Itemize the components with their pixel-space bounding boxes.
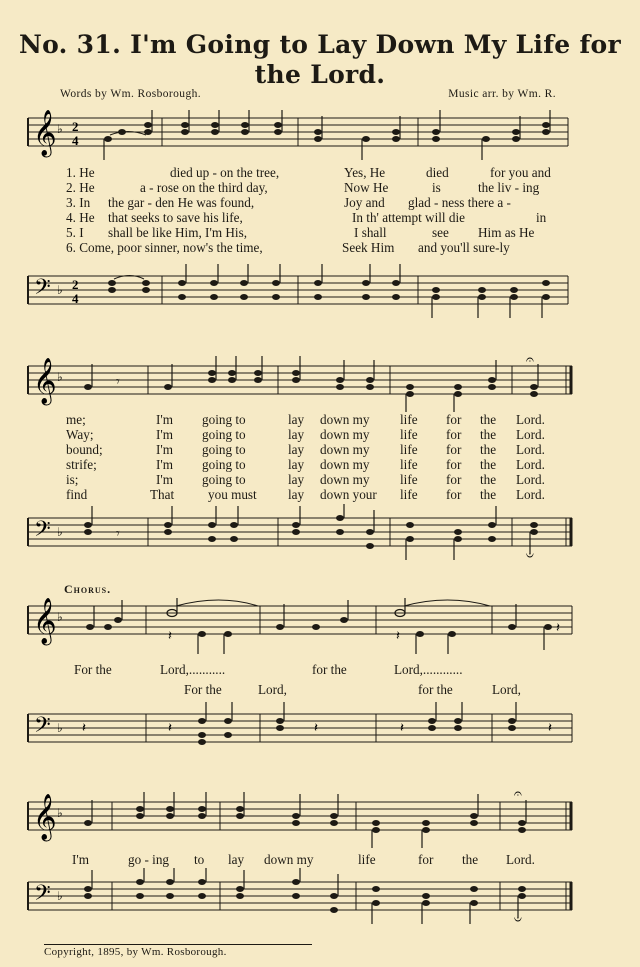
verse-1-line <box>66 165 576 180</box>
lyric-word: 2. He <box>66 180 95 195</box>
chorus-bass-lyric: Lord, <box>258 682 287 697</box>
verse-3-refrain-line <box>66 442 576 457</box>
svg-text:𝄽: 𝄽 <box>314 720 318 735</box>
lyric-word: 4. He <box>66 210 95 225</box>
svg-text:𝄐: 𝄐 <box>514 790 522 802</box>
lyric-word: died up - on the tree, <box>170 165 280 180</box>
words-credit: Words by Wm. Rosborough. <box>60 88 202 100</box>
lyric-word: down my <box>320 427 370 442</box>
lyric-word: the <box>480 427 497 442</box>
lyric-word: in <box>536 210 547 225</box>
lyric-word: Way; <box>66 427 94 442</box>
verse-1-refrain-line <box>66 412 576 427</box>
chorus-bass-lyric: for the <box>418 682 453 697</box>
svg-text:𝄢: 𝄢 <box>34 517 51 547</box>
final-lyric: for <box>418 852 434 867</box>
lyric-word: going to <box>202 427 246 442</box>
svg-text:𝄽: 𝄽 <box>556 620 560 635</box>
lyric-word: Joy and <box>344 195 385 210</box>
lyric-word: Now He <box>344 180 389 195</box>
lyric-word: going to <box>202 412 246 427</box>
chorus-soprano-lyric: Lord,........... <box>160 662 226 677</box>
final-lyric: life <box>358 852 376 867</box>
lyric-word: I'm <box>156 427 174 442</box>
svg-text:♭: ♭ <box>57 610 63 624</box>
lyric-word: the <box>480 487 497 502</box>
lyric-word: the <box>480 472 497 487</box>
svg-text:♭: ♭ <box>57 283 63 297</box>
lyric-word: 3. In <box>66 195 91 210</box>
lyric-word: see <box>432 225 449 240</box>
lyric-word: for <box>446 412 462 427</box>
chorus-bass-lyric: Lord, <box>492 682 521 697</box>
verse-5-line <box>66 225 576 240</box>
svg-text:𝄑: 𝄑 <box>514 913 522 928</box>
lyric-word: the <box>480 457 497 472</box>
lyric-word: I shall <box>354 225 387 240</box>
svg-text:2: 2 <box>72 119 79 134</box>
verse-2-line <box>66 180 576 195</box>
lyric-word: Lord. <box>516 457 545 472</box>
chorus-treble-staff <box>0 598 640 658</box>
system-1-bass-staff <box>0 262 640 322</box>
verse-5-refrain-line <box>66 472 576 487</box>
lyric-word: for <box>446 457 462 472</box>
svg-text:♭: ♭ <box>57 122 63 136</box>
svg-text:𝄽: 𝄽 <box>82 720 86 735</box>
lyric-word: 5. I <box>66 225 84 240</box>
svg-text:𝄞: 𝄞 <box>33 110 57 156</box>
final-lyric: to <box>194 852 205 867</box>
lyric-word: lay <box>288 472 305 487</box>
lyric-word: 1. He <box>66 165 95 180</box>
verse-2-refrain-line <box>66 427 576 442</box>
lyric-word: life <box>400 442 418 457</box>
lyric-word: life <box>400 427 418 442</box>
chorus-soprano-lyric: Lord,............ <box>394 662 463 677</box>
final-lyric: down my <box>264 852 314 867</box>
svg-text:𝄐: 𝄐 <box>526 353 534 368</box>
lyric-word: lay <box>288 427 305 442</box>
final-treble-staff <box>0 790 640 850</box>
lyric-word: lay <box>288 457 305 472</box>
lyric-word: down my <box>320 457 370 472</box>
final-bass-staff <box>0 868 640 928</box>
lyric-word: the <box>480 412 497 427</box>
svg-text:𝄞: 𝄞 <box>33 794 57 840</box>
lyric-word: Seek Him <box>342 240 395 255</box>
lyric-word: shall be like Him, I'm His, <box>108 225 247 240</box>
svg-text:𝄢: 𝄢 <box>34 275 51 305</box>
chorus-soprano-lyric: For the <box>74 662 112 677</box>
lyric-word: for <box>446 442 462 457</box>
lyric-word: going to <box>202 472 246 487</box>
lyric-word: is <box>432 180 441 195</box>
lyric-word: me; <box>66 412 86 427</box>
lyric-word: find <box>66 487 88 502</box>
lyric-word: Lord. <box>516 412 545 427</box>
lyric-word: down my <box>320 412 370 427</box>
hymn-title-line1: No. 31. I'm Going to Lay Down My Life for <box>18 30 621 59</box>
lyric-word: the <box>480 442 497 457</box>
lyric-word: down my <box>320 472 370 487</box>
svg-text:𝄽: 𝄽 <box>168 628 172 643</box>
svg-text:𝄽: 𝄽 <box>168 720 172 735</box>
lyric-word: Him as He <box>478 225 535 240</box>
svg-text:𝄾: 𝄾 <box>116 375 120 390</box>
svg-text:𝄾: 𝄾 <box>116 527 120 542</box>
lyric-word: Lord. <box>516 427 545 442</box>
lyric-word: for <box>446 487 462 502</box>
lyric-word: down your <box>320 487 377 502</box>
svg-text:𝄽: 𝄽 <box>400 720 404 735</box>
hymn-title-line2: the Lord. <box>254 60 386 89</box>
final-lyric: go - ing <box>128 852 170 867</box>
verse-4-refrain-line <box>66 457 576 472</box>
lyric-word: died <box>426 165 449 180</box>
lyric-word: I'm <box>156 472 174 487</box>
svg-text:𝄞: 𝄞 <box>33 358 57 404</box>
music-credit: Music arr. by Wm. R. <box>448 88 556 100</box>
svg-text:♭: ♭ <box>57 806 63 820</box>
copyright-notice: Copyright, 1895, by Wm. Rosborough. <box>44 944 312 958</box>
final-lyric: Lord. <box>506 852 535 867</box>
svg-text:𝄽: 𝄽 <box>548 720 552 735</box>
svg-text:♭: ♭ <box>57 721 63 735</box>
system-2-bass-staff <box>0 504 640 564</box>
lyric-word: I'm <box>156 412 174 427</box>
lyric-word: is; <box>66 472 79 487</box>
svg-text:𝄑: 𝄑 <box>526 549 534 564</box>
lyric-word: bound; <box>66 442 103 457</box>
lyric-word: going to <box>202 442 246 457</box>
lyric-word: In th' attempt will die <box>352 210 465 225</box>
verse-6-refrain-line <box>66 487 576 502</box>
svg-text:2: 2 <box>72 277 79 292</box>
lyric-word: life <box>400 487 418 502</box>
lyric-word: the liv - ing <box>478 180 540 195</box>
lyric-word: life <box>400 457 418 472</box>
final-lyric: the <box>462 852 479 867</box>
system-2-treble-staff <box>0 352 640 412</box>
verse-3-line <box>66 195 576 210</box>
lyric-word: a - rose on the third day, <box>140 180 268 195</box>
lyric-word: lay <box>288 412 305 427</box>
svg-text:𝄢: 𝄢 <box>34 713 51 743</box>
lyric-word: for <box>446 472 462 487</box>
lyric-word: strife; <box>66 457 97 472</box>
lyric-word: I'm <box>156 457 174 472</box>
lyric-word: lay <box>288 442 305 457</box>
verse-4-line <box>66 210 576 225</box>
chorus-soprano-lyric: for the <box>312 662 347 677</box>
lyric-word: and you'll sure-ly <box>418 240 510 255</box>
svg-text:𝄽: 𝄽 <box>396 628 400 643</box>
lyric-word: for <box>446 427 462 442</box>
svg-text:𝄢: 𝄢 <box>34 881 51 911</box>
lyric-word: I'm <box>156 442 174 457</box>
system-1-treble-staff <box>0 108 640 168</box>
svg-text:♭: ♭ <box>57 525 63 539</box>
lyric-word: down my <box>320 442 370 457</box>
chorus-bass-lyric: For the <box>184 682 222 697</box>
hymn-title <box>0 30 640 90</box>
final-lyric: lay <box>228 852 245 867</box>
lyric-word: Lord. <box>516 442 545 457</box>
svg-text:4: 4 <box>72 291 79 306</box>
lyric-word: Lord. <box>516 487 545 502</box>
lyric-word: you must <box>208 487 257 502</box>
lyric-word: That <box>150 487 175 502</box>
lyric-word: lay <box>288 487 305 502</box>
chorus-label: Chorus. <box>64 582 112 596</box>
lyric-word: going to <box>202 457 246 472</box>
lyric-word: Lord. <box>516 472 545 487</box>
lyric-word: Yes, He <box>344 165 386 180</box>
lyric-word: glad - ness there a - <box>408 195 511 210</box>
lyric-word: life <box>400 412 418 427</box>
verse-6-line <box>66 240 576 255</box>
chorus-bass-staff <box>0 700 640 760</box>
svg-text:𝄞: 𝄞 <box>33 598 57 644</box>
final-lyric: I'm <box>72 852 90 867</box>
lyric-word: that seeks to save his life, <box>108 210 243 225</box>
svg-text:♭: ♭ <box>57 889 63 903</box>
lyric-word: life <box>400 472 418 487</box>
verse-lines-part1 <box>66 165 576 255</box>
lyric-word: 6. Come, poor sinner, now's the time, <box>66 240 263 255</box>
lyric-word: the gar - den He was found, <box>108 195 255 210</box>
verse-lines-part2 <box>66 412 576 502</box>
lyric-word: for you and <box>490 165 551 180</box>
svg-text:4: 4 <box>72 133 79 148</box>
svg-text:♭: ♭ <box>57 370 63 384</box>
